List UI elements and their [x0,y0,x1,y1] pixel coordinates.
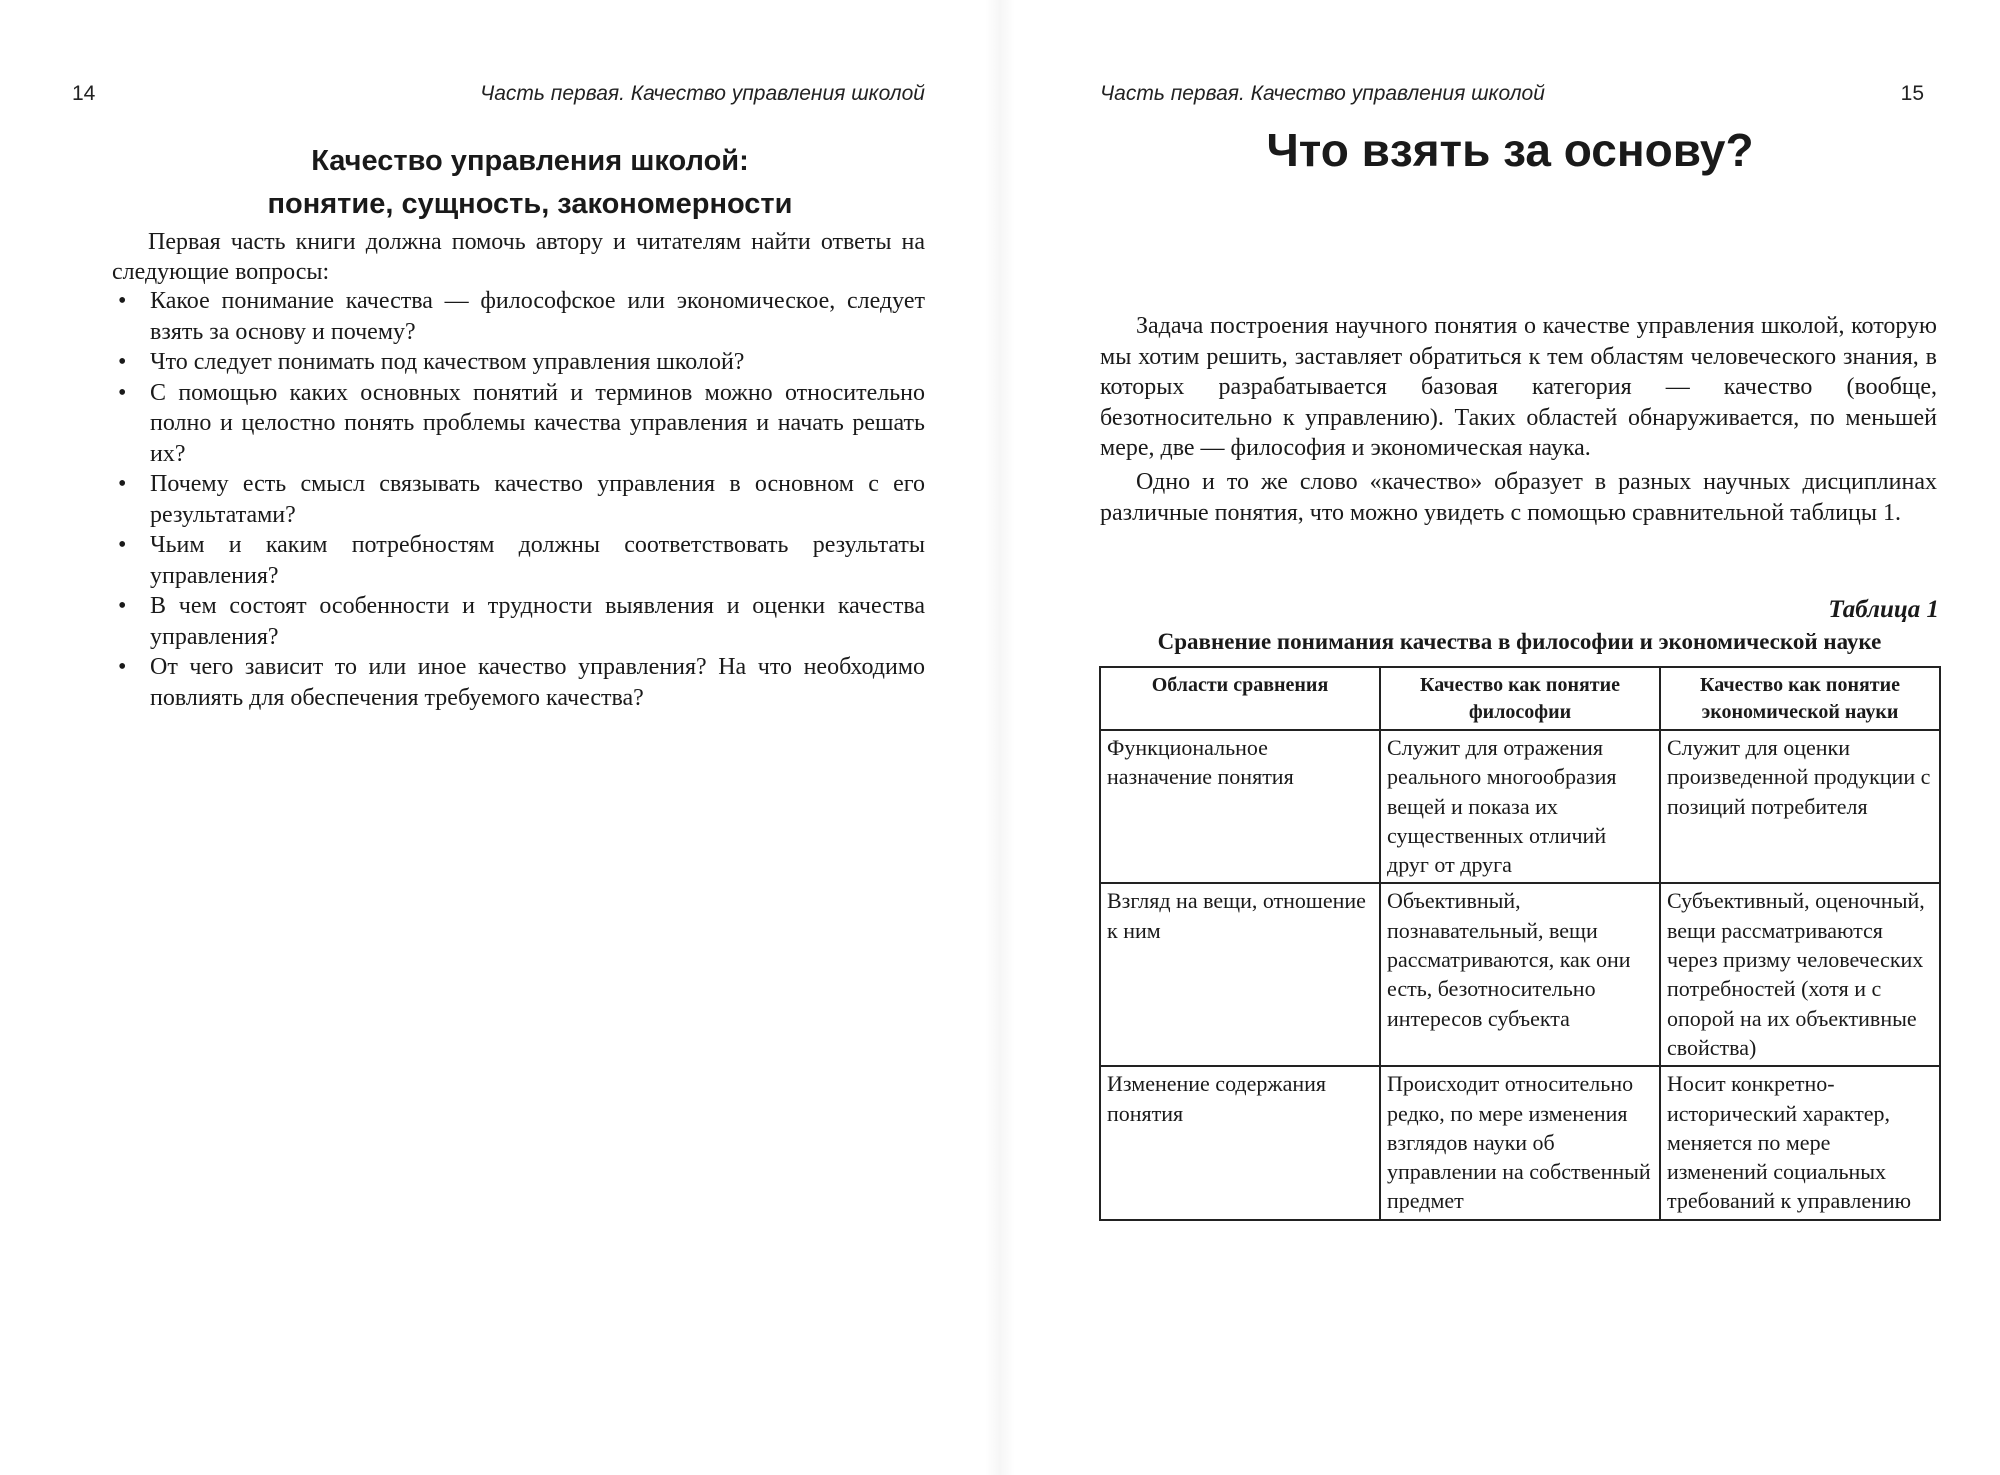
running-head: Часть первая. Качество управления школой [1100,82,1545,105]
table-cell: Взгляд на вещи, отношение к ним [1100,883,1380,1066]
table-row [1100,730,1940,883]
body-paragraph: Задача построения научного понятия о качестве управления школой, которую мы хотим решить, заставляет обратиться к тем областям человеческого знания, в которых разрабатывается базовая категория — качество (вообще, безотносительно к управлению). Таких областей обнаруживается, по меньшей мере, две — философия и экономическая наука. [1100,313,1937,461]
table-cell: Служит для оценки произведенной продукции с позиций потребителя [1660,730,1940,883]
table-header-cell: Области сравнения [1100,667,1380,730]
section-title-line-1: Качество управления школой: [311,145,749,177]
table-header-cell: Качество как понятие философии [1380,667,1660,730]
table-cell: Носит конкретно-исторический характер, меняется по мере изменений социальных требований к управлению [1660,1066,1940,1219]
bullet-icon: • [118,379,127,406]
table-header-row [1100,667,1940,730]
intro-text: Первая часть книги должна помочь автору и читателям найти ответы на следующие вопросы: [112,229,925,285]
bullet-icon: • [118,593,127,619]
table-caption: Сравнение понимания качества в философии и экономической науке [1157,629,1882,654]
list-item: • Какое понимание качества — философское или экономическое, следует взять за основу и почему? [118,288,925,345]
table-row [1100,883,1940,1066]
page-number: 14 [72,82,96,105]
bullet-icon: • [118,654,127,680]
list-item: • Почему есть смысл связывать качество управления в основном с его результатами? [118,471,925,528]
bullet-icon: • [118,532,127,558]
table-cell: Служит для отражения реального многообразия вещей и показа их существенных отличий друг от друга [1380,730,1660,883]
table-cell: Объективный, познавательный, вещи рассматриваются, как они есть, безотносительно интересов субъекта [1380,883,1660,1066]
section-title-line-2: понятие, сущность, закономерности [267,188,793,220]
list-item: • В чем состоят особенности и трудности выявления и оценки качества управления? [118,593,925,650]
comparison-table [1099,666,1941,1221]
section-title [140,140,920,226]
list-item: • Что следует понимать под качеством управления школой? [112,347,925,378]
list-item: • Чьим и каким потребностям должны соответствовать результаты управления? [118,532,925,589]
intro-paragraph [112,227,925,287]
list-item: • От чего зависит то или иное качество управления? На что необходимо повлиять для обеспечения требуемого качества? [118,654,925,711]
chapter-title: Что взять за основу? [1266,124,1754,176]
table-cell: Изменение содержания понятия [1100,1066,1380,1219]
table-row [1100,1066,1940,1219]
table-cell: Происходит относительно редко, по мере изменения взглядов науки об управлении на собственный предмет [1380,1066,1660,1219]
right-page [1000,0,2000,1475]
table-cell: Функциональное назначение понятия [1100,730,1380,883]
question-list [112,286,925,713]
table-cell: Субъективный, оценочный, вещи рассматриваются через призму человеческих потребностей (хотя и с опорой на их объективные свойства) [1660,883,1940,1066]
table-label: Таблица 1 [1828,596,1939,623]
body-paragraph: Одно и то же слово «качество» образует в разных научных дисциплинах различные понятия, что можно увидеть с помощью сравнительной таблицы 1. [1100,469,1937,526]
bullet-icon: • [118,288,127,314]
list-item: • С помощью каких основных понятий и терминов можно относительно полно и целостно понять проблемы качества управления и начать решать их? [118,379,925,467]
bullet-icon: • [118,349,127,375]
bullet-icon: • [118,471,127,497]
page-number: 15 [1900,82,1924,105]
running-head: Часть первая. Качество управления школой [480,82,925,105]
table-header-cell: Качество как понятие экономической науки [1660,667,1940,730]
